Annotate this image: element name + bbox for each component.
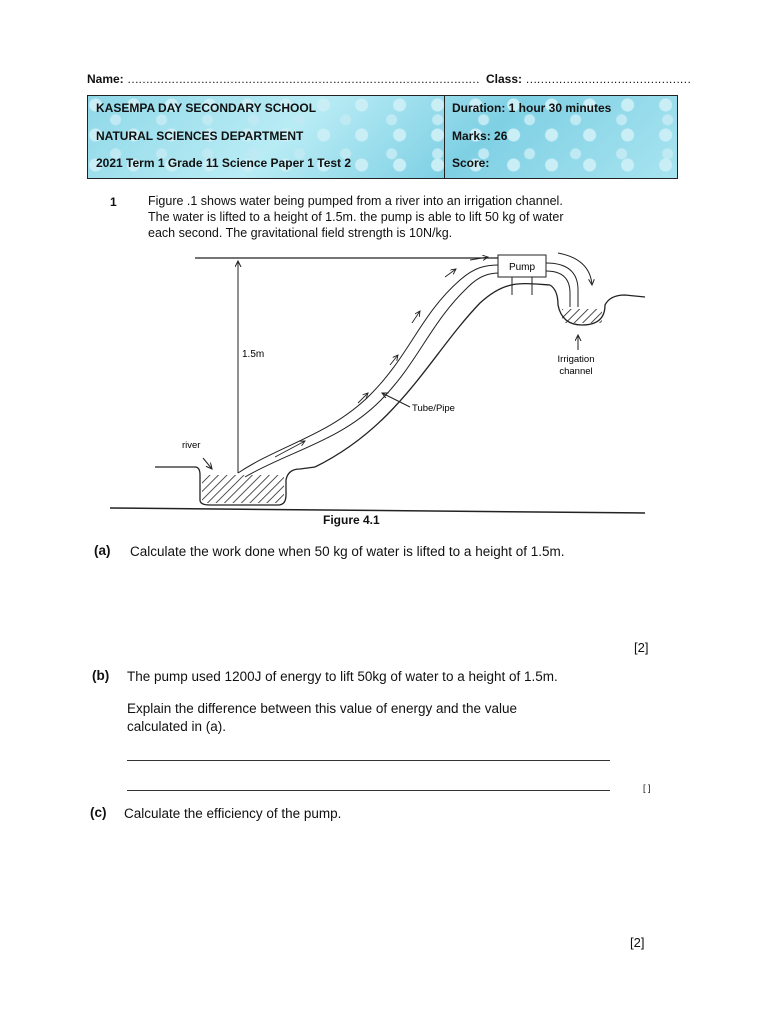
part-a-mark: [2] (634, 640, 649, 655)
channel-label-line-2: channel (559, 366, 593, 377)
part-a-text: Calculate the work done when 50 kg of water is lifted to a height of 1.5m. (130, 544, 565, 559)
class-dots: ……………………………………… (525, 72, 691, 86)
question-intro-line-1: Figure .1 shows water being pumped from a river into an irrigation channel. (148, 194, 563, 208)
channel-label-line-1: Irrigation (557, 354, 595, 365)
figure-diagram (100, 245, 660, 535)
hill-slope (315, 284, 550, 467)
part-b-text: The pump used 1200J of energy to lift 50kg of water to a height of 1.5m. (127, 669, 558, 684)
pipe-inner (245, 273, 500, 477)
outflow-arrow (558, 253, 592, 285)
figure-caption: Figure 4.1 (323, 513, 380, 527)
part-a-label: (a) (94, 543, 111, 558)
pipe-outer (238, 265, 500, 473)
river-water (202, 475, 284, 503)
answer-line[interactable] (127, 760, 610, 761)
department-name: NATURAL SCIENCES DEPARTMENT (96, 129, 304, 143)
part-c-text: Calculate the efficiency of the pump. (124, 806, 342, 821)
flow-arrow (445, 269, 456, 277)
answer-line[interactable] (127, 790, 610, 791)
school-info-box (87, 95, 678, 179)
name-label: Name: (87, 72, 124, 86)
river-pointer (203, 458, 212, 469)
marks-total: Marks: 26 (452, 129, 508, 143)
part-b-mark: [ ] (643, 783, 651, 793)
class-field (486, 72, 690, 86)
part-b-label: (b) (92, 668, 110, 683)
height-label: 1.5m (242, 349, 265, 360)
score: Score: (452, 156, 490, 170)
part-c-label: (c) (90, 805, 107, 820)
part-b-explain-line-2: calculated in (a). (127, 719, 227, 734)
class-label: Class: (486, 72, 523, 86)
name-dots: …………………………………………………………………………………… (127, 72, 480, 86)
duration: Duration: 1 hour 30 minutes (452, 101, 612, 115)
paper-title: 2021 Term 1 Grade 11 Science Paper 1 Test 2 (96, 156, 352, 170)
pump-label: Pump (508, 262, 536, 273)
name-field (87, 72, 479, 86)
question-intro-line-3: each second. The gravitational field strength is 10N/kg. (148, 226, 453, 240)
part-c-mark: [2] (630, 935, 645, 950)
pipe-label: Tube/Pipe (412, 403, 455, 414)
question-intro (148, 193, 564, 241)
school-name: KASEMPA DAY SECONDARY SCHOOL (96, 101, 317, 115)
river-label: river (182, 440, 201, 451)
part-b-explain-line-1: Explain the difference between this value of energy and the value (127, 701, 518, 716)
info-box-divider (444, 96, 445, 178)
question-number: 1 (110, 195, 117, 209)
channel-water (562, 309, 602, 323)
question-intro-line-2: The water is lifted to a height of 1.5m. the pump is able to lift 50 kg of water (148, 210, 564, 224)
part-b-explain (127, 700, 517, 736)
flow-arrow (412, 311, 420, 323)
